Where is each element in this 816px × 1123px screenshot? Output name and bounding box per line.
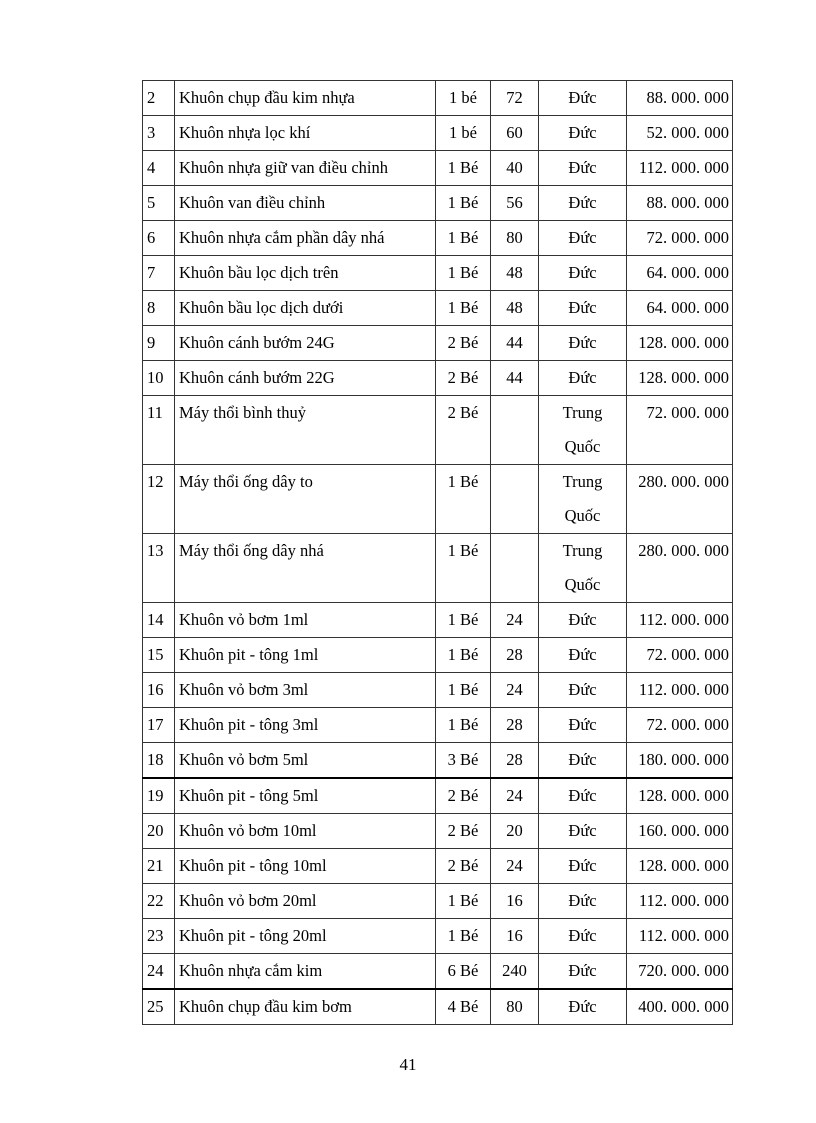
- item-origin: Đức: [539, 743, 627, 779]
- item-quantity: 1 Bé: [436, 884, 491, 919]
- item-price: 720. 000. 000: [627, 954, 733, 990]
- item-name: Khuôn nhựa cắm phần dây nhá: [175, 221, 436, 256]
- table-row: [143, 673, 733, 708]
- item-price: 128. 000. 000: [627, 778, 733, 814]
- item-cavities: 24: [491, 603, 539, 638]
- item-origin: Đức: [539, 989, 627, 1025]
- item-origin: Trung Quốc: [539, 396, 627, 465]
- item-origin: Đức: [539, 638, 627, 673]
- item-origin: Đức: [539, 186, 627, 221]
- item-cavities: 28: [491, 638, 539, 673]
- item-quantity: 1 bé: [436, 81, 491, 116]
- item-quantity: 1 Bé: [436, 534, 491, 603]
- row-number: 7: [143, 256, 175, 291]
- item-name: Khuôn chụp đầu kim nhựa: [175, 81, 436, 116]
- row-number: 25: [143, 989, 175, 1025]
- item-origin: Đức: [539, 291, 627, 326]
- item-quantity: 1 Bé: [436, 291, 491, 326]
- table-row: [143, 465, 733, 534]
- item-name: Khuôn vỏ bơm 3ml: [175, 673, 436, 708]
- item-price: 88. 000. 000: [627, 81, 733, 116]
- item-name: Khuôn pit - tông 20ml: [175, 919, 436, 954]
- row-number: 4: [143, 151, 175, 186]
- table-row: [143, 361, 733, 396]
- item-quantity: 1 Bé: [436, 256, 491, 291]
- item-name: Khuôn vỏ bơm 20ml: [175, 884, 436, 919]
- item-price: 72. 000. 000: [627, 221, 733, 256]
- item-origin: Đức: [539, 603, 627, 638]
- row-number: 24: [143, 954, 175, 990]
- row-number: 23: [143, 919, 175, 954]
- item-quantity: 2 Bé: [436, 361, 491, 396]
- item-name: Máy thổi bình thuỷ: [175, 396, 436, 465]
- item-price: 112. 000. 000: [627, 919, 733, 954]
- item-name: Khuôn chụp đầu kim bơm: [175, 989, 436, 1025]
- row-number: 17: [143, 708, 175, 743]
- item-name: Khuôn pit - tông 1ml: [175, 638, 436, 673]
- item-quantity: 3 Bé: [436, 743, 491, 779]
- item-cavities: 16: [491, 919, 539, 954]
- item-price: 128. 000. 000: [627, 326, 733, 361]
- item-quantity: 1 Bé: [436, 638, 491, 673]
- item-price: 112. 000. 000: [627, 603, 733, 638]
- item-origin: Đức: [539, 326, 627, 361]
- row-number: 2: [143, 81, 175, 116]
- item-origin: Đức: [539, 256, 627, 291]
- page-number: 41: [399, 1055, 417, 1074]
- row-number: 9: [143, 326, 175, 361]
- table-row: [143, 151, 733, 186]
- item-cavities: 56: [491, 186, 539, 221]
- table-row: [143, 778, 733, 814]
- row-number: 13: [143, 534, 175, 603]
- item-price: 280. 000. 000: [627, 465, 733, 534]
- item-price: 160. 000. 000: [627, 814, 733, 849]
- table-row: [143, 708, 733, 743]
- item-origin: Đức: [539, 954, 627, 990]
- item-name: Khuôn pit - tông 10ml: [175, 849, 436, 884]
- item-origin: Trung Quốc: [539, 465, 627, 534]
- item-name: Khuôn nhựa lọc khí: [175, 116, 436, 151]
- table-row: [143, 989, 733, 1025]
- row-number: 11: [143, 396, 175, 465]
- row-number: 19: [143, 778, 175, 814]
- table-row: [143, 884, 733, 919]
- item-name: Khuôn pit - tông 5ml: [175, 778, 436, 814]
- item-cavities: 16: [491, 884, 539, 919]
- item-cavities: [491, 465, 539, 534]
- table-row: [143, 116, 733, 151]
- item-price: 180. 000. 000: [627, 743, 733, 779]
- item-cavities: 24: [491, 849, 539, 884]
- row-number: 18: [143, 743, 175, 779]
- item-cavities: 28: [491, 743, 539, 779]
- item-cavities: 80: [491, 221, 539, 256]
- item-name: Máy thổi ống dây nhá: [175, 534, 436, 603]
- item-price: 88. 000. 000: [627, 186, 733, 221]
- item-quantity: 1 bé: [436, 116, 491, 151]
- item-price: 400. 000. 000: [627, 989, 733, 1025]
- item-name: Khuôn pit - tông 3ml: [175, 708, 436, 743]
- item-price: 64. 000. 000: [627, 256, 733, 291]
- item-origin: Đức: [539, 81, 627, 116]
- item-quantity: 2 Bé: [436, 814, 491, 849]
- item-cavities: 44: [491, 326, 539, 361]
- item-price: 112. 000. 000: [627, 673, 733, 708]
- item-price: 72. 000. 000: [627, 638, 733, 673]
- item-quantity: 2 Bé: [436, 326, 491, 361]
- item-origin: Đức: [539, 673, 627, 708]
- row-number: 3: [143, 116, 175, 151]
- item-price: 52. 000. 000: [627, 116, 733, 151]
- item-origin: Đức: [539, 919, 627, 954]
- item-quantity: 4 Bé: [436, 989, 491, 1025]
- item-quantity: 1 Bé: [436, 221, 491, 256]
- item-name: Máy thổi ống dây to: [175, 465, 436, 534]
- table-row: [143, 396, 733, 465]
- row-number: 16: [143, 673, 175, 708]
- item-quantity: 2 Bé: [436, 396, 491, 465]
- item-name: Khuôn nhựa cắm kim: [175, 954, 436, 990]
- item-quantity: 1 Bé: [436, 603, 491, 638]
- row-number: 6: [143, 221, 175, 256]
- item-quantity: 1 Bé: [436, 151, 491, 186]
- row-number: 12: [143, 465, 175, 534]
- item-cavities: 48: [491, 291, 539, 326]
- item-origin: Đức: [539, 221, 627, 256]
- item-quantity: 2 Bé: [436, 849, 491, 884]
- table-row: [143, 849, 733, 884]
- item-cavities: 60: [491, 116, 539, 151]
- item-price: 112. 000. 000: [627, 151, 733, 186]
- item-cavities: 24: [491, 778, 539, 814]
- table-row: [143, 919, 733, 954]
- table-row: [143, 326, 733, 361]
- row-number: 8: [143, 291, 175, 326]
- item-cavities: [491, 396, 539, 465]
- equipment-table: [142, 80, 733, 1025]
- item-quantity: 2 Bé: [436, 778, 491, 814]
- item-name: Khuôn bầu lọc dịch trên: [175, 256, 436, 291]
- item-price: 72. 000. 000: [627, 396, 733, 465]
- item-name: Khuôn cánh bướm 24G: [175, 326, 436, 361]
- item-price: 72. 000. 000: [627, 708, 733, 743]
- item-name: Khuôn van điều chỉnh: [175, 186, 436, 221]
- row-number: 14: [143, 603, 175, 638]
- item-cavities: 40: [491, 151, 539, 186]
- table-row: [143, 814, 733, 849]
- row-number: 15: [143, 638, 175, 673]
- row-number: 22: [143, 884, 175, 919]
- item-origin: Đức: [539, 884, 627, 919]
- item-price: 280. 000. 000: [627, 534, 733, 603]
- item-price: 112. 000. 000: [627, 884, 733, 919]
- item-name: Khuôn vỏ bơm 5ml: [175, 743, 436, 779]
- item-quantity: 1 Bé: [436, 465, 491, 534]
- table-row: [143, 534, 733, 603]
- item-name: Khuôn vỏ bơm 10ml: [175, 814, 436, 849]
- item-origin: Đức: [539, 151, 627, 186]
- item-cavities: 48: [491, 256, 539, 291]
- item-cavities: 24: [491, 673, 539, 708]
- item-cavities: 44: [491, 361, 539, 396]
- table-row: [143, 291, 733, 326]
- item-cavities: 72: [491, 81, 539, 116]
- row-number: 20: [143, 814, 175, 849]
- table-row: [143, 256, 733, 291]
- item-origin: Đức: [539, 708, 627, 743]
- item-name: Khuôn vỏ bơm 1ml: [175, 603, 436, 638]
- row-number: 21: [143, 849, 175, 884]
- item-price: 64. 000. 000: [627, 291, 733, 326]
- item-quantity: 1 Bé: [436, 673, 491, 708]
- item-cavities: 80: [491, 989, 539, 1025]
- item-cavities: 20: [491, 814, 539, 849]
- item-origin: Đức: [539, 814, 627, 849]
- item-name: Khuôn nhựa giữ van điều chỉnh: [175, 151, 436, 186]
- row-number: 5: [143, 186, 175, 221]
- item-cavities: [491, 534, 539, 603]
- item-quantity: 1 Bé: [436, 186, 491, 221]
- item-quantity: 6 Bé: [436, 954, 491, 990]
- item-cavities: 28: [491, 708, 539, 743]
- item-cavities: 240: [491, 954, 539, 990]
- item-origin: Đức: [539, 361, 627, 396]
- item-quantity: 1 Bé: [436, 708, 491, 743]
- table-row: [143, 603, 733, 638]
- table-row: [143, 81, 733, 116]
- table-row: [143, 221, 733, 256]
- item-name: Khuôn cánh bướm 22G: [175, 361, 436, 396]
- row-number: 10: [143, 361, 175, 396]
- item-price: 128. 000. 000: [627, 361, 733, 396]
- item-price: 128. 000. 000: [627, 849, 733, 884]
- item-origin: Đức: [539, 116, 627, 151]
- table-row: [143, 638, 733, 673]
- item-name: Khuôn bầu lọc dịch dưới: [175, 291, 436, 326]
- table-row: [143, 954, 733, 990]
- item-origin: Đức: [539, 849, 627, 884]
- item-origin: Trung Quốc: [539, 534, 627, 603]
- item-origin: Đức: [539, 778, 627, 814]
- table-row: [143, 743, 733, 779]
- table-row: [143, 186, 733, 221]
- item-quantity: 1 Bé: [436, 919, 491, 954]
